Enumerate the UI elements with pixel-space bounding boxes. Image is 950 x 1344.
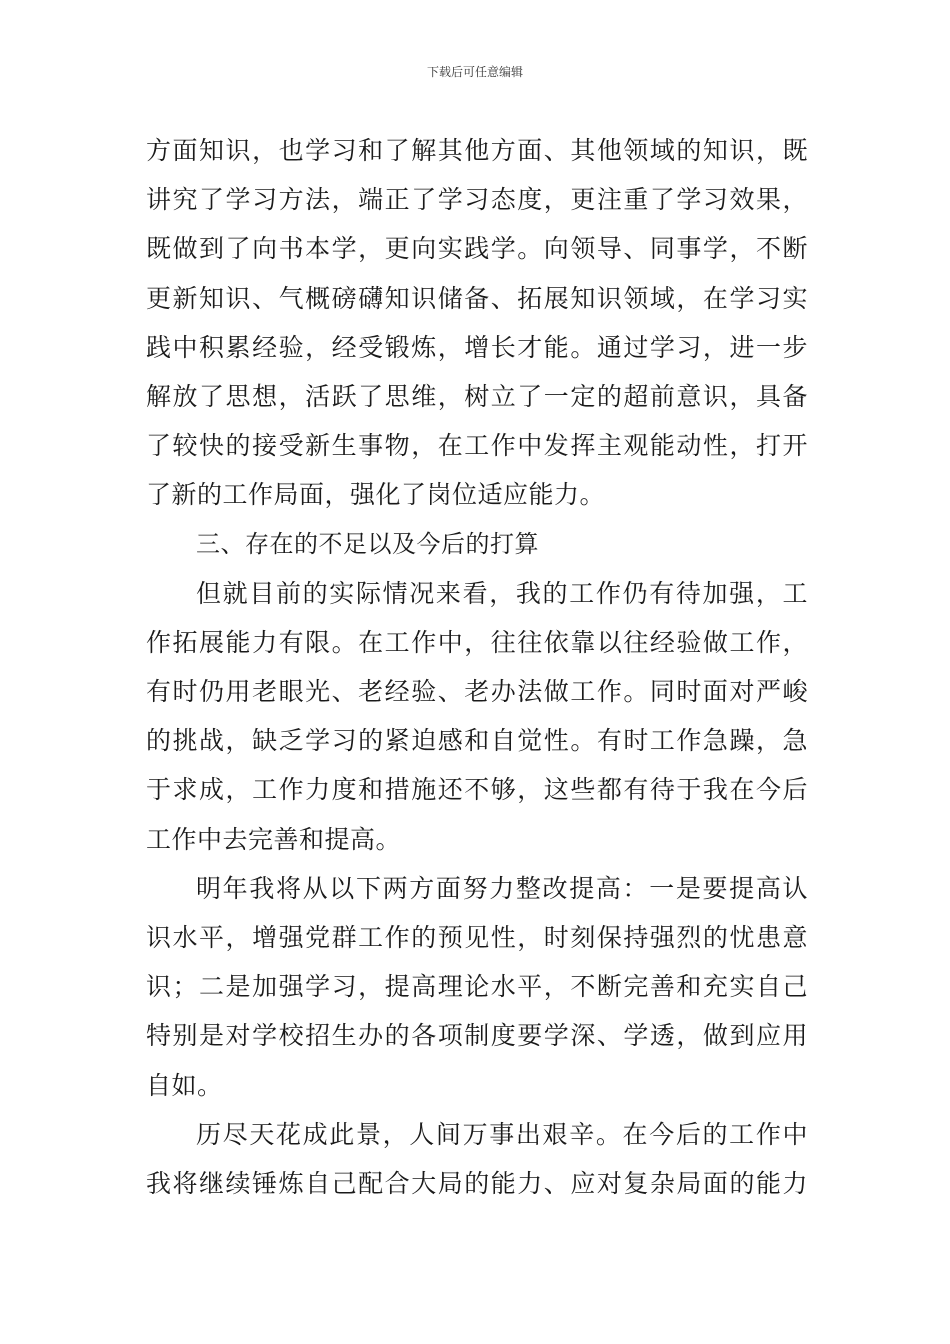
text-line: 既做到了向书本学，更向实践学。向领导、同事学，不断 (146, 234, 808, 264)
section-heading: 三、存在的不足以及今后的打算 (196, 529, 539, 558)
text-line: 特别是对学校招生办的各项制度要学深、学透，做到应用 (146, 1021, 808, 1051)
text-line: 践中积累经验，经受锻炼，增长才能。通过学习，进一步 (146, 332, 808, 362)
text-line: 更新知识、气概磅礴知识储备、拓展知识领域，在学习实 (146, 283, 808, 313)
text-line: 我将继续锤炼自己配合大局的能力、应对复杂局面的能力 (146, 1168, 808, 1198)
text-line: 识；二是加强学习，提高理论水平，不断完善和充实自己 (146, 972, 808, 1002)
text-line: 有时仍用老眼光、老经验、老办法做工作。同时面对严峻 (146, 677, 808, 707)
text-line: 了较快的接受新生事物，在工作中发挥主观能动性，打开 (146, 431, 808, 461)
text-line: 工作中去完善和提高。 (146, 824, 402, 854)
text-line: 讲究了学习方法，端正了学习态度，更注重了学习效果， (146, 185, 808, 215)
page-header: 下载后可任意编辑 (426, 65, 523, 79)
document-body (146, 126, 808, 1208)
text-line: 识水平，增强党群工作的预见性，时刻保持强烈的忧患意 (146, 923, 808, 952)
paragraph-first-line: 明年我将从以下两方面努力整改提高：一是要提高认 (196, 873, 808, 903)
text-line: 了新的工作局面，强化了岗位适应能力。 (146, 480, 606, 510)
paragraph-first-line: 但就目前的实际情况来看，我的工作仍有待加强，工 (196, 578, 808, 608)
text-line: 作拓展能力有限。在工作中，往往依靠以往经验做工作， (146, 627, 808, 657)
text-line: 自如。 (146, 1070, 223, 1100)
text-line: 于求成，工作力度和措施还不够，这些都有待于我在今后 (146, 775, 808, 805)
text-line: 方面知识，也学习和了解其他方面、其他领域的知识，既 (146, 136, 808, 165)
paragraph-first-line: 历尽天花成此景，人间万事出艰辛。在今后的工作中 (196, 1119, 808, 1149)
text-line: 的挑战，缺乏学习的紧迫感和自觉性。有时工作急躁，急 (146, 726, 808, 756)
text-line: 解放了思想，活跃了思维，树立了一定的超前意识，具备 (146, 381, 808, 411)
